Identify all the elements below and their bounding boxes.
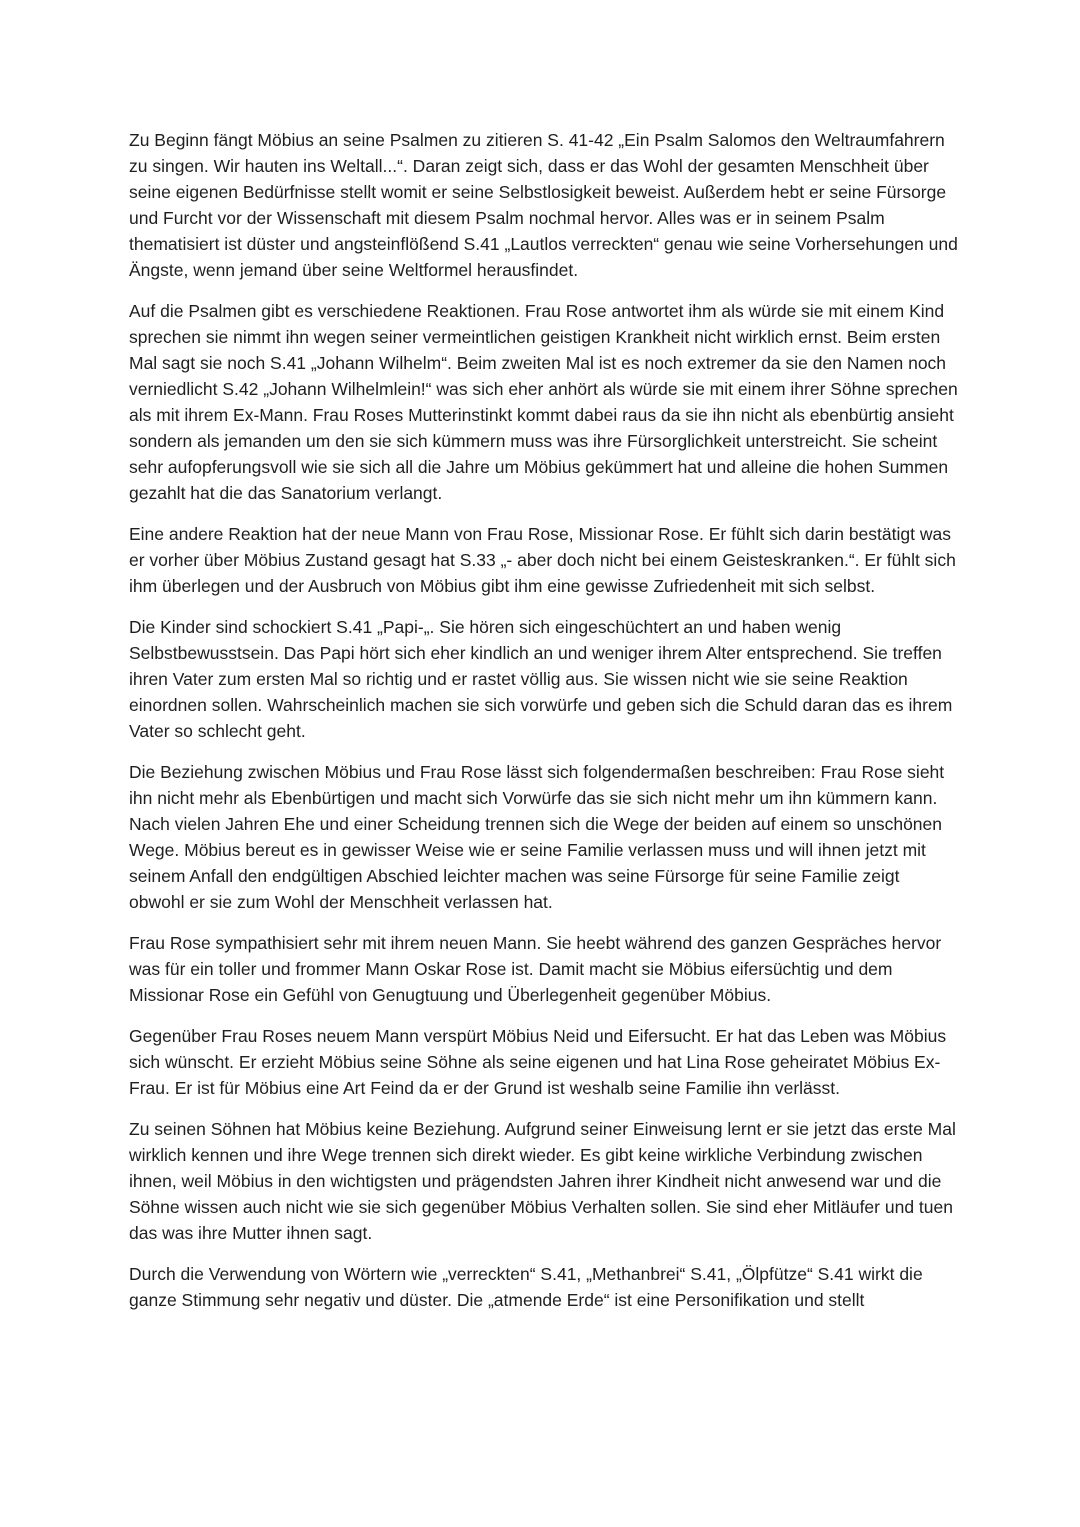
- paragraph-reactions-frau-rose: Auf die Psalmen gibt es verschiedene Reaktionen. Frau Rose antwortet ihm als würde sie mit einem Kind sprechen sie nimmt ihn wegen seiner vermeintlichen geistigen Krankheit nicht wirklich ernst. Beim ersten Mal sagt sie noch S.41 „Johann Wilhelm“. Beim zweiten Mal ist es noch extremer da sie den Namen noch verniedlicht S.42 „Johann Wilhelmlein!“ was sich eher anhört als würde sie mit einem ihrer Söhne sprechen als mit ihrem Ex-Mann. Frau Roses Mutterinstinkt kommt dabei raus da sie ihn nicht als ebenbürtig ansieht sondern als jemanden um den sie sich kümmern muss was ihre Fürsorglichkeit unterstreicht. Sie scheint sehr aufopferungsvoll wie sie sich all die Jahre um Möbius gekümmert hat und alleine die hohen Summen gezahlt hat die das Sanatorium verlangt.: [129, 301, 958, 503]
- paragraph-language-mood: Durch die Verwendung von Wörtern wie „verreckten“ S.41, „Methanbrei“ S.41, „Ölpfütze“ S.41 wirkt die ganze Stimmung sehr negativ und düster. Die „atmende Erde“ ist eine Personifikation und stellt: [129, 1264, 923, 1310]
- paragraph-frau-rose-new-husband: Frau Rose sympathisiert sehr mit ihrem neuen Mann. Sie heebt während des ganzen Gespräches hervor was für ein toller und frommer Mann Oskar Rose ist. Damit macht sie Möbius eifersüchtig und dem Missionar Rose ein Gefühl von Genugtuung und Überlegenheit gegenüber Möbius.: [129, 933, 942, 1005]
- paragraph-reaction-children: Die Kinder sind schockiert S.41 „Papi-„. Sie hören sich eingeschüchtert an und haben wenig Selbstbewusstsein. Das Papi hört sich eher kindlich an und weniger ihrem Alter entsprechend. Sie treffen ihren Vater zum ersten Mal so richtig und er rastet völlig aus. Sie wissen nicht wie sie seine Reaktion einordnen sollen. Wahrscheinlich machen sie sich vorwürfe und geben sich die Schuld daran das es ihrem Vater so schlecht geht.: [129, 617, 953, 741]
- paragraph-psalm-intro: Zu Beginn fängt Möbius an seine Psalmen zu zitieren S. 41-42 „Ein Psalm Salomos den Weltraumfahrern zu singen. Wir hauten ins Weltall...“. Daran zeigt sich, dass er das Wohl der gesamten Menschheit über seine eigenen Bedürfnisse stellt womit er seine Selbstlosigkeit beweist. Außerdem hebt er seine Fürsorge und Furcht vor der Wissenschaft mit diesem Psalm nochmal hervor. Alles was er in seinem Psalm thematisiert ist düster und angsteinflößend S.41 „Lautlos verreckten“ genau wie seine Vorhersehungen und Ängste, wenn jemand über seine Weltformel herausfindet.: [129, 130, 958, 280]
- document-body: [129, 127, 959, 1328]
- paragraph-sons: Zu seinen Söhnen hat Möbius keine Beziehung. Aufgrund seiner Einweisung lernt er sie jetzt das erste Mal wirklich kennen und ihre Wege trennen sich direkt wieder. Es gibt keine wirkliche Verbindung zwischen ihnen, weil Möbius in den wichtigsten und prägendsten Jahren ihrer Kindheit nicht anwesend war und die Söhne wissen auch nicht wie sie sich gegenüber Möbius Verhalten sollen. Sie sind eher Mitläufer und tuen das was ihre Mutter ihnen sagt.: [129, 1119, 956, 1243]
- paragraph-relationship-frau-rose: Die Beziehung zwischen Möbius und Frau Rose lässt sich folgendermaßen beschreiben: Frau Rose sieht ihn nicht mehr als Ebenbürtigen und macht sich Vorwürfe das sie sich nicht mehr um ihn kümmern kann. Nach vielen Jahren Ehe und einer Scheidung trennen sich die Wege der beiden auf einem so unschönen Wege. Möbius bereut es in gewisser Weise wie er seine Familie verlassen muss und will ihnen jetzt mit seinem Anfall den endgültigen Abschied leichter machen was seine Fürsorge für seine Familie zeigt obwohl er sie zum Wohl der Menschheit verlassen hat.: [129, 762, 945, 912]
- paragraph-envy-missionar: Gegenüber Frau Roses neuem Mann verspürt Möbius Neid und Eifersucht. Er hat das Leben was Möbius sich wünscht. Er erzieht Möbius seine Söhne als seine eigenen und hat Lina Rose geheiratet Möbius Ex-Frau. Er ist für Möbius eine Art Feind da er der Grund ist weshalb seine Familie ihn verlässt.: [129, 1026, 947, 1098]
- paragraph-reaction-missionar-rose: Eine andere Reaktion hat der neue Mann von Frau Rose, Missionar Rose. Er fühlt sich darin bestätigt was er vorher über Möbius Zustand gesagt hat S.33 „- aber doch nicht bei einem Geisteskranken.“. Er fühlt sich ihm überlegen und der Ausbruch von Möbius gibt ihm eine gewisse Zufriedenheit mit sich selbst.: [129, 524, 956, 596]
